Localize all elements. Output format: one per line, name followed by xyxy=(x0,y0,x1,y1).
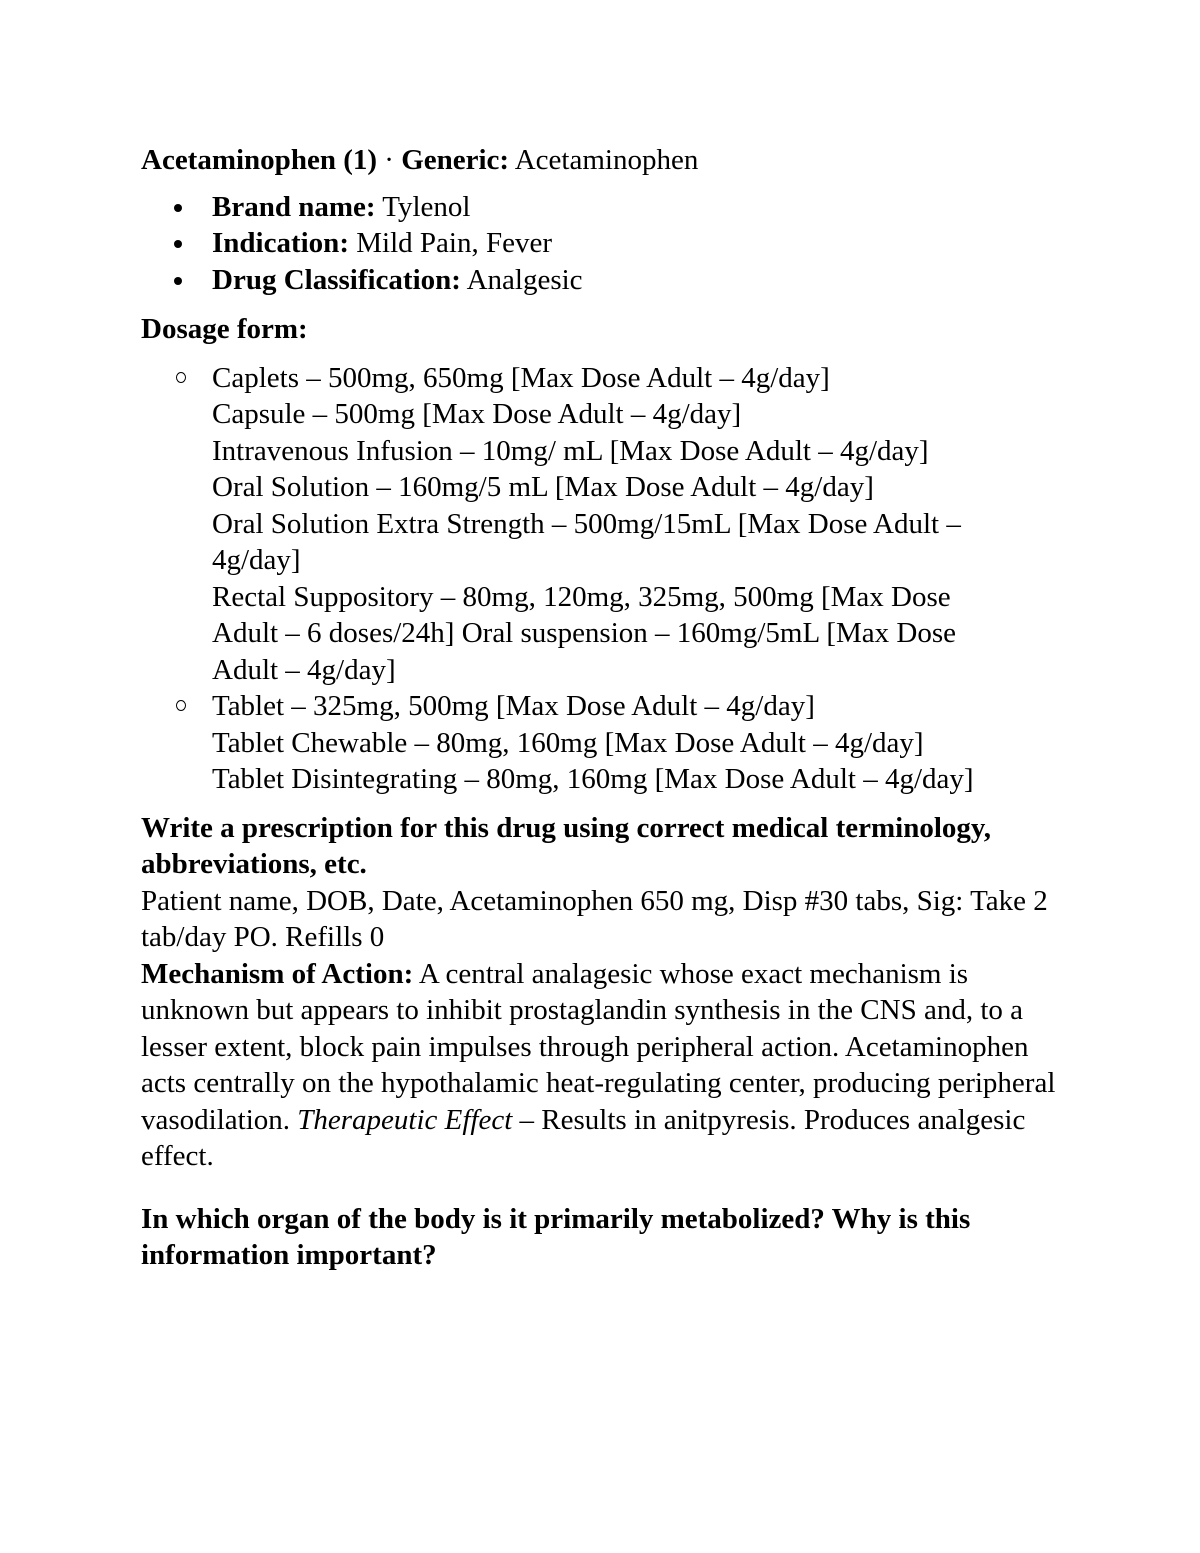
title-separator: · xyxy=(377,144,402,176)
dosage-line: Adult – 6 doses/24h] Oral suspension – 160mg/5mL [Max Dose xyxy=(212,617,957,649)
list-item-classification xyxy=(141,262,1061,299)
dosage-line: Oral Solution – 160mg/5 mL [Max Dose Adult – 4g/day] xyxy=(212,471,874,503)
dosage-line: Tablet – 325mg, 500mg [Max Dose Adult – 4g/day] xyxy=(212,690,815,722)
therapeutic-effect-text: – Results in anitpyresis. Produces analgesic effect. xyxy=(141,1103,1026,1172)
mechanism-label: Mechanism of Action: xyxy=(141,957,414,990)
drug-title-line xyxy=(141,142,1061,179)
list-item-brand-name xyxy=(141,189,1061,226)
list-item-indication xyxy=(141,225,1061,262)
mechanism-paragraph xyxy=(141,956,1061,1175)
metabolism-question: In which organ of the body is it primarily metabolized? Why is this information important? xyxy=(141,1202,971,1271)
dosage-line: Tablet Disintegrating – 80mg, 160mg [Max Dose Adult – 4g/day] xyxy=(212,763,974,795)
bullet-icon xyxy=(174,277,182,285)
dosage-line: Oral Solution Extra Strength – 500mg/15mL [Max Dose Adult – xyxy=(212,507,961,540)
mechanism-text: A central analagesic whose exact mechanism is unknown but appears to inhibit prostaglandin synthesis in the CNS and, to a lesser extent, block pain impulses through peripheral action. Acetaminophen acts centrally on the hypothalamic heat-regulating center, producing peripheral vasodilation. xyxy=(141,957,1056,1136)
circle-bullet-icon xyxy=(176,700,186,711)
prescription-question: Write a prescription for this drug using correct medical terminology, abbreviations, etc. xyxy=(141,811,992,880)
dosage-form-list xyxy=(141,360,1061,798)
brand-name-label: Brand name: xyxy=(212,190,376,223)
document-content xyxy=(141,142,1061,1274)
dosage-line: Rectal Suppository – 80mg, 120mg, 325mg, 500mg [Max Dose xyxy=(212,580,951,613)
therapeutic-effect-label: Therapeutic Effect xyxy=(297,1103,513,1136)
classification-value: Analgesic xyxy=(466,263,583,296)
dosage-line: Adult – 4g/day] xyxy=(212,653,396,686)
drug-name: Acetaminophen (1) xyxy=(141,144,378,176)
spacer xyxy=(141,1175,1061,1201)
generic-label: Generic: xyxy=(401,144,510,176)
dosage-line: Caplets – 500mg, 650mg [Max Dose Adult – 4g/day] xyxy=(212,361,830,394)
dosage-form-heading: Dosage form: xyxy=(141,313,308,345)
indication-label: Indication: xyxy=(212,227,349,259)
bullet-icon xyxy=(174,240,182,248)
circle-bullet-icon xyxy=(176,372,186,383)
prescription-answer: Patient name, DOB, Date, Acetaminophen 650 mg, Disp #30 tabs, Sig: Take 2 tab/day PO. Refills 0 xyxy=(141,884,1048,953)
brand-name-value: Tylenol xyxy=(382,190,471,223)
dosage-line: Intravenous Infusion – 10mg/ mL [Max Dose Adult – 4g/day] xyxy=(212,434,929,467)
bullet-icon xyxy=(174,204,182,212)
dosage-line: Capsule – 500mg [Max Dose Adult – 4g/day] xyxy=(212,398,742,430)
indication-value: Mild Pain, Fever xyxy=(356,227,552,259)
classification-label: Drug Classification: xyxy=(212,263,461,296)
dosage-group-1 xyxy=(141,360,1061,689)
generic-value: Acetaminophen xyxy=(514,144,699,176)
dosage-line: 4g/day] xyxy=(212,544,301,576)
drug-info-list xyxy=(141,189,1061,299)
dosage-group-2 xyxy=(141,688,1061,798)
dosage-line: Tablet Chewable – 80mg, 160mg [Max Dose Adult – 4g/day] xyxy=(212,726,924,759)
